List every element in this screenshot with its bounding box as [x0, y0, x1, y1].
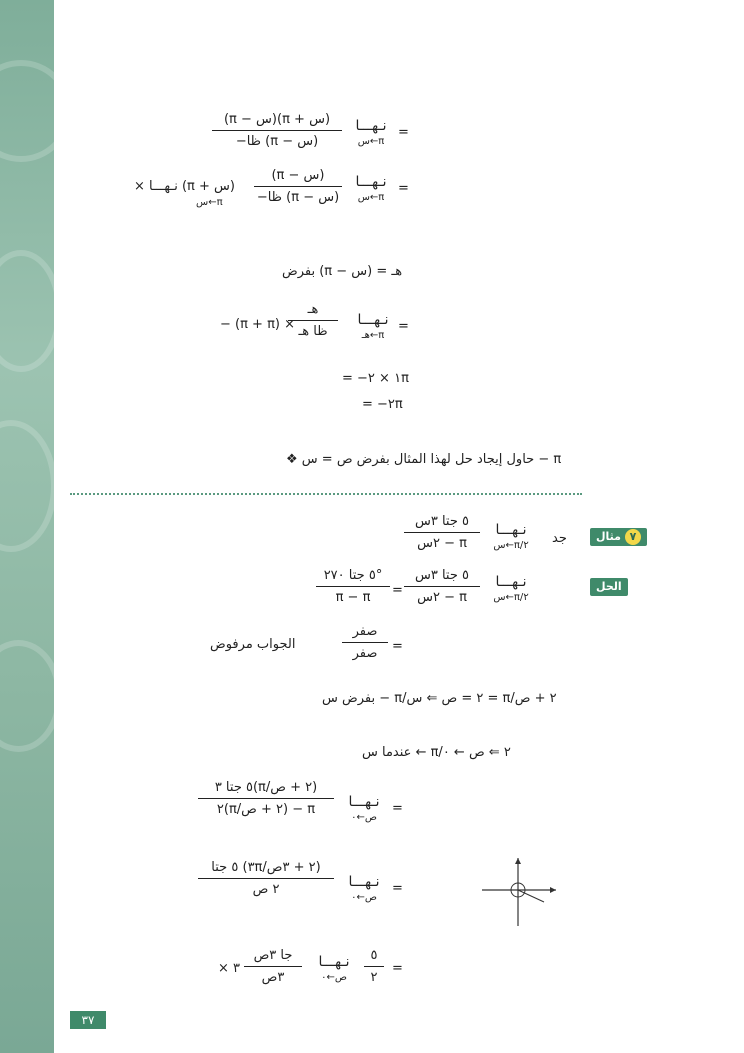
limit-subscript: س←π — [196, 197, 223, 208]
limit-operator: نـهـــا ص←٠ — [318, 954, 350, 983]
decorative-ring — [0, 640, 62, 752]
substitution-statement: بفرض (π − س) = هـ — [282, 264, 403, 279]
decorative-ring — [0, 60, 72, 162]
fraction: ٥ جتا ٢٧٠° π − π — [316, 568, 390, 605]
equals-sign: = — [392, 881, 403, 896]
equals-sign: = — [398, 319, 409, 334]
page-number: ٣٧ — [70, 1011, 106, 1029]
substitution-statement: بفرض س − π/٢ = ص ⇐ س = π/٢ + ص — [322, 691, 557, 706]
product-term: − (π + π) × — [220, 317, 296, 332]
rejected-note: الجواب مرفوض — [210, 637, 296, 652]
limit-condition: عندما س ← π/٢ ⇐ ص ← ٠ — [362, 745, 511, 760]
decorative-ring — [0, 420, 57, 552]
fraction: جا ٣ص ٣ص — [244, 948, 302, 985]
example-number: ٧ — [625, 529, 641, 545]
fraction: ٥ جتا ٣(π/٢ + ص) ٢(π/٢ + ص) − π — [198, 780, 334, 817]
example-prompt: جد — [552, 531, 567, 546]
example-badge: مثال ٧ — [590, 528, 647, 546]
fraction: (π − س)(π + س) −ظا (π − س) — [212, 112, 342, 149]
decorative-ring — [0, 250, 62, 372]
equals-sign: = — [392, 583, 403, 598]
product-term: × ٣ — [218, 961, 241, 976]
equals-sign: = — [398, 125, 409, 140]
solution-badge: الحل — [590, 578, 628, 596]
limit-operator: نـهـــا ص←٠ — [348, 794, 380, 823]
equals-sign: = — [392, 639, 403, 654]
limit-operator: نـهـــا س←π/٢ — [493, 522, 529, 551]
limit-operator: نـهـــا س←π — [355, 118, 387, 147]
limit-operator: نـهـــا ص←٠ — [348, 874, 380, 903]
limit-operator: نـهـــا هـ←π — [357, 312, 389, 341]
equals-sign: = — [392, 961, 403, 976]
fraction: ٥ جتا ٣س ٢س − π — [404, 514, 480, 551]
result-line: = −٢π — [362, 397, 403, 412]
fraction: ٥ جتا ٣س ٢س − π — [404, 568, 480, 605]
fraction: ٥ ٢ — [364, 948, 384, 985]
fraction: هـ ظا هـ — [288, 302, 338, 339]
fraction: ٥ جتا (٣π/٢ + ٣ص) ٢ ص — [198, 860, 334, 897]
hint-text: ❖ حاول إيجاد حل لهذا المثال بفرض ص = س − π — [286, 452, 562, 467]
limit-operator: نـهـــا س←π/٢ — [493, 574, 529, 603]
equals-sign: = — [398, 181, 409, 196]
fraction: (π − س) −ظا (π − س) — [254, 168, 342, 205]
limit-product-term: × نـهـــا (π + س) — [134, 179, 235, 194]
decorative-sidebar — [0, 0, 54, 1053]
result-line: = −١ × ٢π — [342, 371, 409, 386]
unit-circle-axes-diagram — [480, 856, 560, 928]
section-divider — [70, 493, 582, 495]
limit-operator: نـهـــا س←π — [355, 174, 387, 203]
equals-sign: = — [392, 801, 403, 816]
fraction: صفر صفر — [342, 624, 388, 661]
